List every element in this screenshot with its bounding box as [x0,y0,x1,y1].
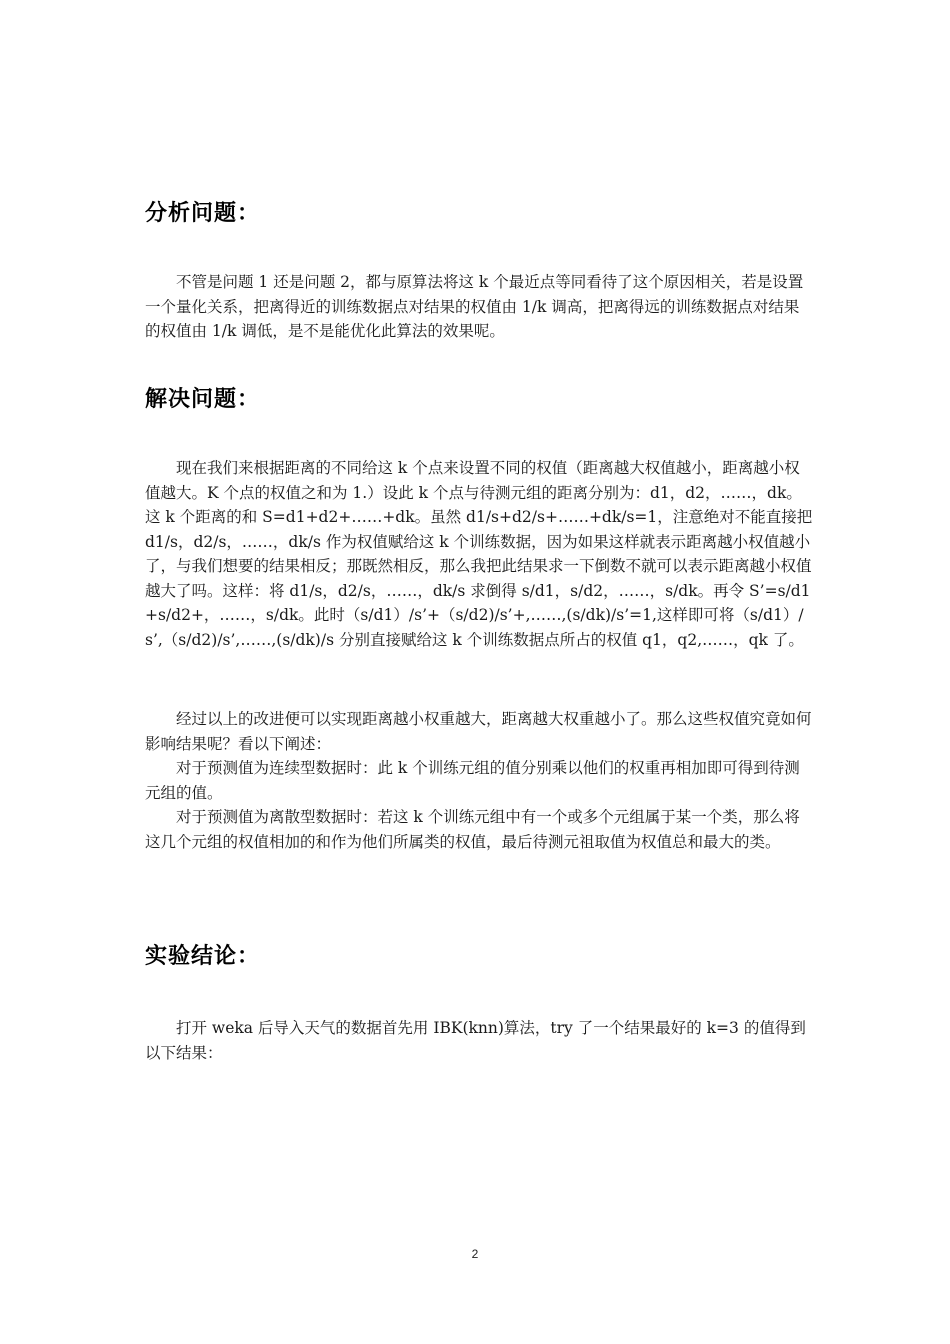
page-number: 2 [471,1247,479,1261]
paragraph-analysis: 不管是问题 1 还是问题 2，都与原算法将这 k 个最近点等同看待了这个原因相关，若是设置一个量化关系，把离得近的训练数据点对结果的权值由 1/k 调高，把离得远的训练数据点对结果的权值由 1/k 调低，是不是能优化此算法的效果呢。 [145,273,804,340]
paragraph-solution-continuous: 对于预测值为连续型数据时：此 k 个训练元组的值分别乘以他们的权重再相加即可得到待测元组的值。 [145,759,800,802]
paragraph-solution-weights: 现在我们来根据距离的不同给这 k 个点来设置不同的权值（距离越大权值越小，距离越小权值越大。K 个点的权值之和为 1.）设此 k 个点与待测元组的距离分别为：d1，d2，……，dk。这 k 个距离的和 S=d1+d2+……+dk。虽然 d1/s+d2/s+……+dk/s=1，注意绝对不能直接把 d1/s，d2/s，……，dk/s 作为权值赋给这 k 个训练数据，因为如果这样就表示距离越小权值越小了，与我们想要的结果相反；那既然相反，那么我把此结果求一下倒数不就可以表示距离越小权值越大了吗。这样：将 d1/s，d2/s，……，dk/s 求倒得 s/d1，s/d2，……，s/dk。再令 S’=s/d1+s/d2+，……，s/dk。此时（s/d1）/s’+（s/d2)/s’+,……,(s/dk)/s’=1,这样即可将（s/d1）/s’,（s/d2)/s’,……,(s/dk)/s 分别直接赋给这 k 个训练数据点所占的权值 q1，q2,……，qk 了。 [145,459,813,649]
section-heading-analysis: 分析问题： [145,201,261,226]
paragraph-solution-discrete: 对于预测值为离散型数据时：若这 k 个训练元组中有一个或多个元组属于某一个类，那么将这几个元组的权值相加的和作为他们所属类的权值，最后待测元祖取值为权值总和最大的类。 [145,808,800,851]
paragraph-solution-effect: 经过以上的改进便可以实现距离越小权重越大，距离越大权重越小了。那么这些权值究竟如何影响结果呢？看以下阐述： [145,710,812,753]
section-heading-solution: 解决问题： [145,387,261,412]
section-heading-conclusion: 实验结论： [145,944,261,969]
paragraph-conclusion: 打开 weka 后导入天气的数据首先用 IBK(knn)算法，try 了一个结果最好的 k=3 的值得到以下结果： [145,1019,806,1062]
